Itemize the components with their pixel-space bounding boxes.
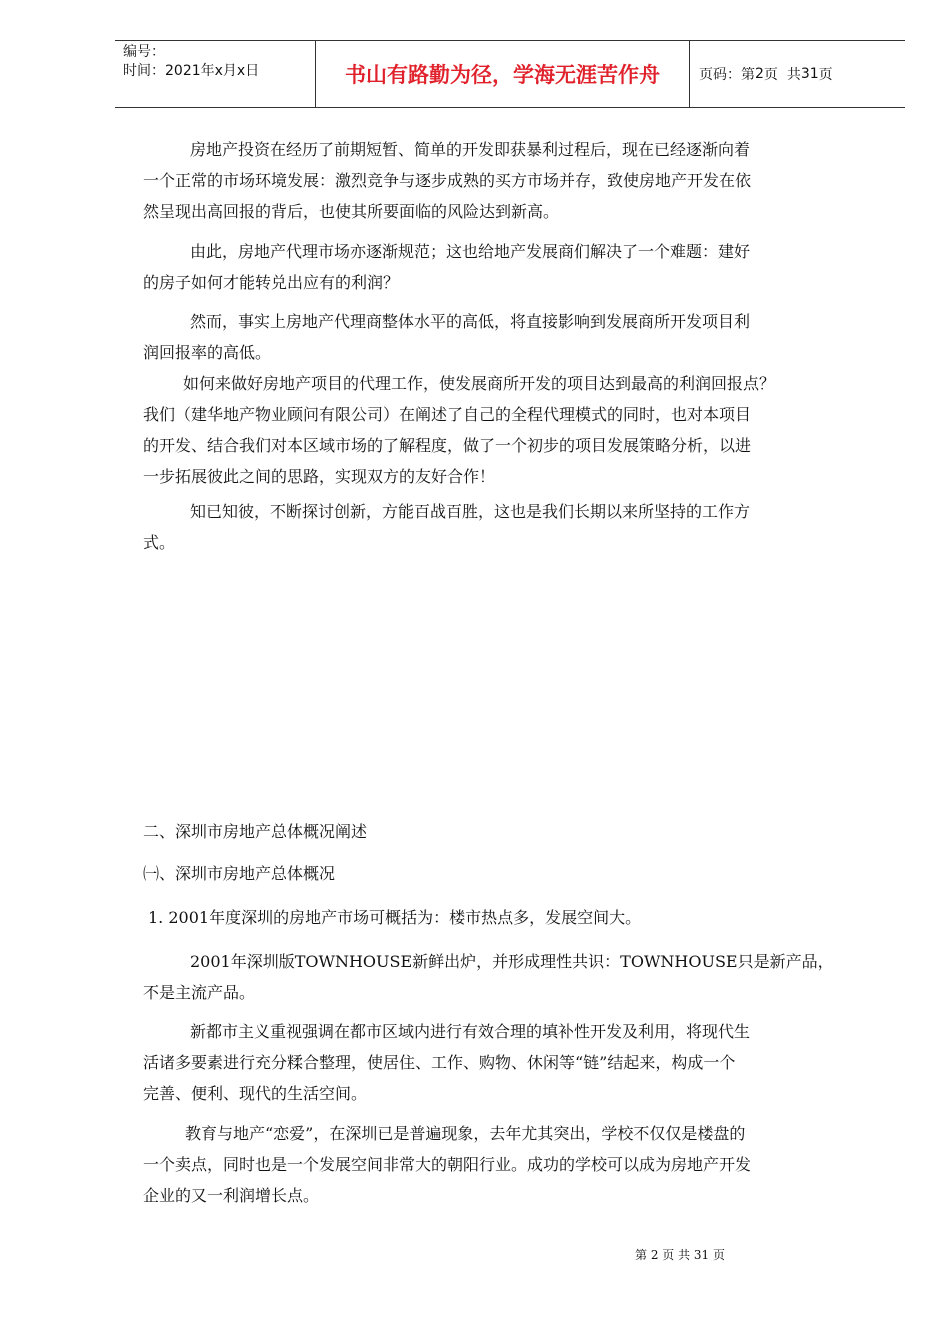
paragraph-2 [143, 236, 863, 298]
paragraph-7 [143, 1016, 863, 1109]
section-subheading: ㈠、深圳市房地产总体概况 [143, 864, 336, 883]
paragraph-line: 知已知彼，不断探讨创新，方能百战百胜，这也是我们长期以来所坚持的工作方 [190, 502, 751, 521]
paragraph-line: 式。 [143, 533, 176, 552]
header-meta [115, 41, 316, 107]
page-prefix: 页码：第 [699, 67, 755, 83]
time-label: 时间：2021年x月x日 [123, 63, 260, 79]
paragraph-line: 一步拓展彼此之间的思路，实现双方的友好合作！ [143, 467, 496, 486]
page-mid: 页 共 [763, 67, 801, 83]
paragraph-line: 活诸多要素进行充分糅合整理，使居住、工作、购物、休闲等“链”结起来，构成一个 [143, 1053, 736, 1072]
paragraph-line: 不是主流产品。 [143, 983, 256, 1002]
paragraph-line: 房地产投资在经历了前期短暂、简单的开发即获暴利过程后，现在已经逐渐向着 [190, 140, 751, 159]
paragraph-line: 一个卖点，同时也是一个发展空间非常大的朝阳行业。成功的学校可以成为房地产开发 [143, 1155, 752, 1174]
paragraph-line: 完善、便利、现代的生活空间。 [143, 1084, 368, 1103]
section-heading: 二、深圳市房地产总体概况阐述 [143, 822, 368, 841]
paragraph-1 [143, 134, 863, 227]
header-motto: 书山有路勤为径，学海无涯苦作舟 [316, 41, 690, 107]
list-item-1: 1. 2001年度深圳的房地产市场可概括为：楼市热点多，发展空间大。 [148, 908, 642, 927]
paragraph-8 [143, 1118, 863, 1211]
paragraph-line: 然呈现出高回报的背后，也使其所要面临的风险达到新高。 [143, 202, 560, 221]
paragraph-line: 企业的又一利润增长点。 [143, 1186, 320, 1205]
paragraph-line: 新都市主义重视强调在都市区域内进行有效合理的填补性开发及利用，将现代生 [190, 1022, 751, 1041]
page-header [115, 40, 905, 108]
paragraph-line: 教育与地产“恋爱”，在深圳已是普遍现象，去年尤其突出，学校不仅仅是楼盘的 [185, 1124, 746, 1143]
page-footer: 第 2 页 共 31 页 [635, 1248, 725, 1262]
paragraph-3 [143, 306, 863, 368]
header-page-info [690, 41, 905, 107]
page-total: 31 [800, 66, 819, 82]
paragraph-line: 一个正常的市场环境发展：激烈竞争与逐步成熟的买方市场并存，致使房地产开发在依 [143, 171, 752, 190]
paragraph-line: 然而，事实上房地产代理商整体水平的高低，将直接影响到发展商所开发项目利 [190, 312, 751, 331]
paragraph-line: 的开发、结合我们对本区域市场的了解程度，做了一个初步的项目发展策略分析，以进 [143, 436, 752, 455]
page-number: 2 [755, 66, 764, 82]
paragraph-line: 2001年深圳版TOWNHOUSE新鲜出炉，并形成理性共识：TOWNHOUSE只是新产品， [190, 952, 834, 971]
paragraph-6 [143, 946, 863, 1008]
paragraph-line: 如何来做好房地产项目的代理工作，使发展商所开发的项目达到最高的利润回报点？ [183, 374, 776, 393]
page-suffix: 页 [818, 67, 833, 83]
paragraph-line: 的房子如何才能转兑出应有的利润？ [143, 273, 400, 292]
paragraph-line: 润回报率的高低。 [143, 343, 272, 362]
paragraph-5 [143, 496, 863, 558]
paragraph-4 [143, 368, 863, 492]
number-label: 编号： [123, 44, 165, 60]
paragraph-line: 我们（建华地产物业顾问有限公司）在阐述了自己的全程代理模式的同时，也对本项目 [143, 405, 752, 424]
paragraph-line: 由此，房地产代理市场亦逐渐规范；这也给地产发展商们解决了一个难题：建好 [190, 242, 751, 261]
